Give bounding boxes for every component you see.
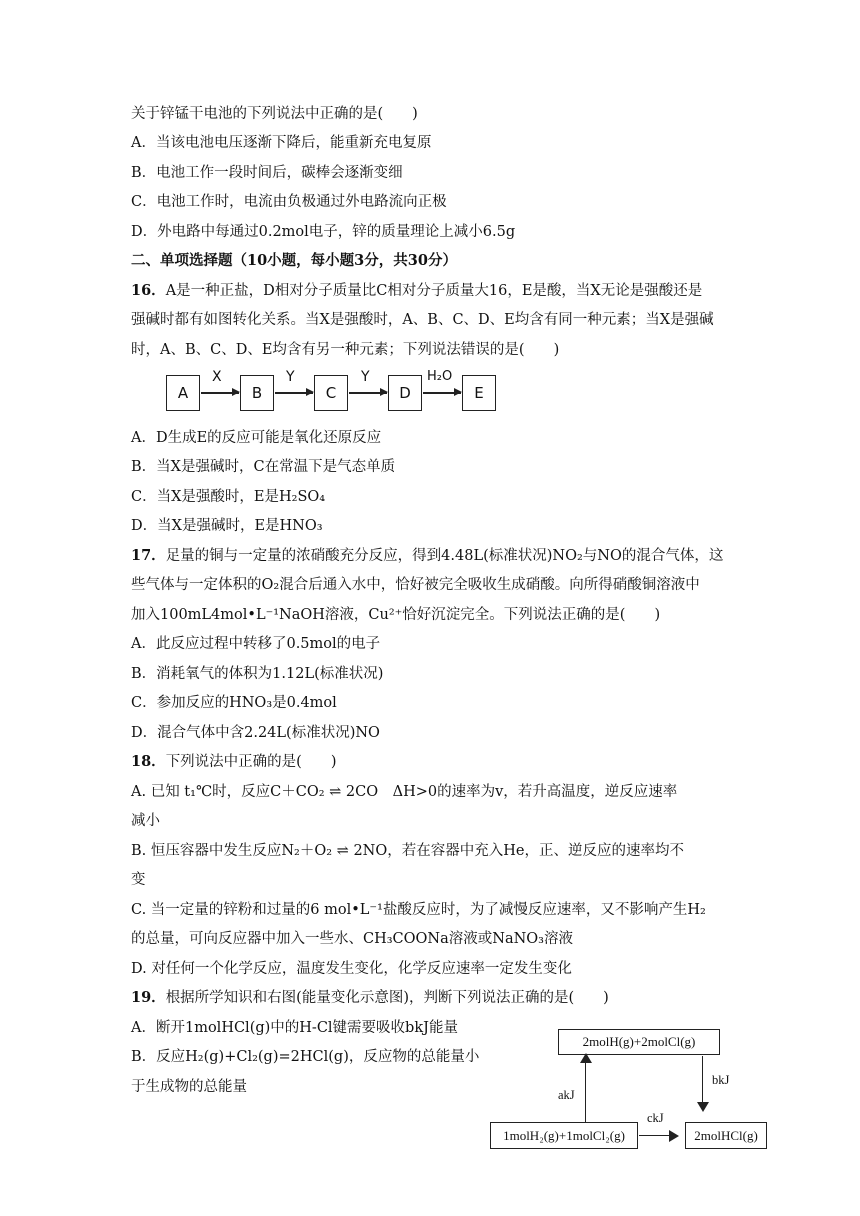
q15-option-b: B．电池工作一段时间后，碳棒会逐渐变细 xyxy=(131,165,403,181)
q19-option-b-line-1: B．反应H₂(g)+Cl₂(g)=2HCl(g)，反应物的总能量小 xyxy=(131,1049,480,1065)
q17-stem-line-3: 加入100mL4mol•L⁻¹NaOH溶液，Cu²⁺恰好沉淀完全。下列说法正确的是( ) xyxy=(131,607,661,623)
energy-arrow-down-head xyxy=(697,1102,709,1112)
q18-option-a-line-1: A. 已知 t₁℃时，反应C＋CO₂ ⇌ 2CO ΔH>0的速率为v，若升高温度，逆反应速率 xyxy=(131,784,678,800)
q18-option-c-line-2: 的总量，可向反应器中加入一些水、CH₃COONa溶液或NaNO₃溶液 xyxy=(131,931,573,947)
q17-option-c: C．参加反应的HNO₃是0.4mol xyxy=(131,695,337,711)
q17-number: 17． xyxy=(131,547,166,564)
flow-node-e: E xyxy=(462,375,496,411)
energy-arrow-up-head xyxy=(580,1053,592,1063)
energy-label-a: akJ xyxy=(558,1088,575,1102)
flow-arrow-h2o xyxy=(423,392,461,394)
energy-left-box: 1molH₂(g)+1molCl₂(g) xyxy=(490,1122,638,1149)
q16-number: 16． xyxy=(131,282,166,299)
q18-number: 18． xyxy=(131,753,166,770)
flow-node-a: A xyxy=(166,375,200,411)
flow-label-h2o: H₂O xyxy=(427,369,453,384)
q17-option-a: A．此反应过程中转移了0.5mol的电子 xyxy=(131,636,381,652)
flow-node-d: D xyxy=(388,375,422,411)
q19-option-a: A．断开1molHCl(g)中的H-Cl键需要吸收bkJ能量 xyxy=(131,1020,458,1036)
q19-option-b-line-2: 于生成物的总能量 xyxy=(131,1079,247,1095)
q16-option-c: C．当X是强酸时，E是H₂SO₄ xyxy=(131,489,326,505)
q15-option-d: D．外电路中每通过0.2mol电子，锌的质量理论上减小6.5g xyxy=(131,224,516,240)
section-heading: 二、单项选择题（10小题，每小题3分，共30分） xyxy=(131,252,457,269)
q17-stem-line-2: 些气体与一定体积的O₂混合后通入水中，恰好被完全吸收生成硝酸。向所得硝酸铜溶液中 xyxy=(131,577,700,593)
energy-arrow-across xyxy=(639,1135,671,1136)
q15-option-c: C．电池工作时，电流由负极通过外电路流向正极 xyxy=(131,194,447,210)
q15-option-a: A．当该电池电压逐渐下降后，能重新充电复原 xyxy=(131,135,432,151)
q15-stem: 关于锌锰干电池的下列说法中正确的是( ) xyxy=(131,106,418,122)
q18-option-a-line-2: 减小 xyxy=(131,813,160,829)
flow-label-y1: Y xyxy=(286,369,295,385)
q19-stem: 19．根据所学知识和右图(能量变化示意图)，判断下列说法正确的是( ) xyxy=(131,989,609,1006)
q18-stem: 18．下列说法中正确的是( ) xyxy=(131,753,337,770)
energy-arrow-down xyxy=(702,1056,703,1106)
q16-flow-diagram xyxy=(166,369,506,415)
energy-top-box: 2molH(g)+2molCl(g) xyxy=(558,1029,720,1055)
q18-option-b-line-2: 变 xyxy=(131,872,146,888)
flow-label-x: X xyxy=(212,369,222,385)
flow-arrow-y2 xyxy=(349,392,387,394)
q17-option-b: B．消耗氧气的体积为1.12L(标准状况) xyxy=(131,666,384,682)
flow-label-y2: Y xyxy=(361,369,370,385)
energy-diagram xyxy=(480,1020,780,1160)
q19-number: 19． xyxy=(131,989,166,1006)
energy-label-b: bkJ xyxy=(712,1073,730,1087)
q18-option-d: D. 对任何一个化学反应，温度发生变化，化学反应速率一定发生变化 xyxy=(131,961,572,977)
flow-arrow-x xyxy=(201,392,239,394)
q18-option-c-line-1: C. 当一定量的锌粉和过量的6 mol•L⁻¹盐酸反应时，为了减慢反应速率，又不影响产生H₂ xyxy=(131,902,706,918)
q18-option-b-line-1: B. 恒压容器中发生反应N₂＋O₂ ⇌ 2NO，若在容器中充入He，正、逆反应的速率均不 xyxy=(131,843,684,859)
q16-option-d: D．当X是强碱时，E是HNO₃ xyxy=(131,518,323,534)
q16-stem-line-1: 16．A是一种正盐，D相对分子质量比C相对分子质量大16，E是酸，当X无论是强酸还是 xyxy=(131,282,703,299)
q16-stem-line-3: 时，A、B、C、D、E均含有另一种元素；下列说法错误的是( ) xyxy=(131,342,560,358)
q16-option-a: A．D生成E的反应可能是氧化还原反应 xyxy=(131,430,382,446)
flow-node-c: C xyxy=(314,375,348,411)
q17-option-d: D．混合气体中含2.24L(标准状况)NO xyxy=(131,725,380,741)
flow-node-b: B xyxy=(240,375,274,411)
q16-stem-line-2: 强碱时都有如图转化关系。当X是强酸时，A、B、C、D、E均含有同一种元素；当X是强碱 xyxy=(131,312,714,328)
q17-stem-line-1: 17．足量的铜与一定量的浓硝酸充分反应，得到4.48L(标准状况)NO₂与NO的混合气体，这 xyxy=(131,547,724,564)
q16-option-b: B．当X是强碱时，C在常温下是气态单质 xyxy=(131,459,396,475)
energy-right-box: 2molHCl(g) xyxy=(685,1122,767,1149)
energy-arrow-across-head xyxy=(669,1130,679,1142)
energy-label-c: ckJ xyxy=(647,1111,664,1125)
flow-arrow-y1 xyxy=(275,392,313,394)
